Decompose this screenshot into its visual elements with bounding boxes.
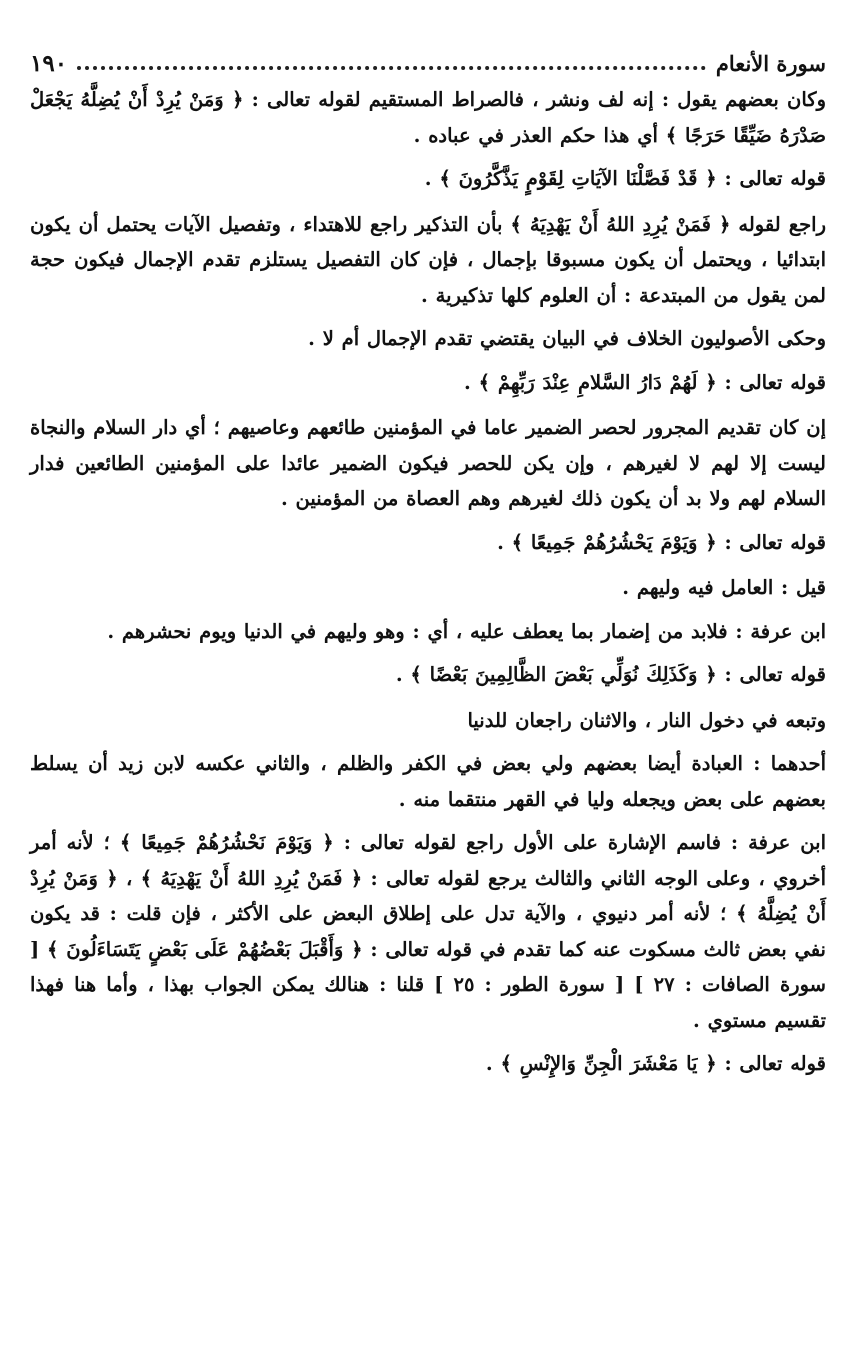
paragraph: راجع لقوله ﴿ فَمَنْ يُرِدِ اللهُ أَنْ يَهْدِيَهُ ﴾ بأن التذكير راجع للاهتداء ، وتفصيل الآيات يحتمل أن يكون ابتدائيا ، ويحتمل أن يكون مسبوقا بإجمال ، فإن كان التفصيل يستلزم تقدم الإجمال فيكون حجة لمن يقول من المبتدعة : أن العلوم كلها تذكيرية . [30, 212, 826, 307]
verse-heading: قوله تعالى : ﴿ وَيَوْمَ يَحْشُرُهُمْ جَمِيعًا ﴾ . [497, 530, 826, 554]
paragraph: وتبعه في دخول النار ، والاثنان راجعان للدنيا [467, 708, 826, 732]
paragraph: إن كان تقديم المجرور لحصر الضمير عاما في المؤمنين طائعهم وعاصيهم ؛ أي دار السلام والنجاة ليست إلا لهم لا لغيرهم ، وإن يكن للحصر فيكون الضمير عائدا على المؤمنين الطائعين فدار السلام لهم ولا بد أن يكون ذلك لغيرهم وهم العصاة من المؤمنين . [30, 416, 826, 510]
verse-heading: قوله تعالى : ﴿ قَدْ فَصَّلْنَا الآيَاتِ لِقَوْمٍ يَذَّكَّرُونَ ﴾ . [424, 167, 826, 190]
paragraph: ابن عرفة : فلابد من إضمار بما يعطف عليه ، أي : وهو وليهم في الدنيا ويوم نحشرهم . [107, 619, 826, 643]
page-header [30, 46, 826, 80]
verse-heading: قوله تعالى : ﴿ يَا مَعْشَرَ الْجِنِّ وَالإِنْسِ ﴾ . [485, 1052, 826, 1075]
paragraph: وحكى الأصوليون الخلاف في البيان يقتضي تقدم الإجمال أم لا . [308, 327, 826, 350]
surah-title: سورة الأنعام [715, 50, 826, 76]
page [30, 46, 826, 1092]
page-number: ١٩٠ [30, 49, 68, 77]
header-dotted-rule [77, 56, 706, 70]
paragraph: قيل : العامل فيه وليهم . [622, 576, 826, 599]
paragraph: وكان بعضهم يقول : إنه لف ونشر ، فالصراط المستقيم لقوله تعالى : ﴿ وَمَنْ يُرِدْ أَنْ يُضِلَّهُ يَجْعَلْ صَدْرَهُ ضَيِّقًا حَرَجًا ﴾ أي هذا حكم العذر في عباده . [30, 88, 826, 147]
verse-heading: قوله تعالى : ﴿ وَكَذَلِكَ نُوَلِّي بَعْضَ الظَّالِمِينَ بَعْضًا ﴾ . [395, 663, 826, 686]
paragraph: ابن عرفة : فاسم الإشارة على الأول راجع لقوله تعالى : ﴿ وَيَوْمَ نَحْشُرُهُمْ جَمِيعًا ﴾ ؛ لأنه أمر أخروي ، وعلى الوجه الثاني والثالث يرجع لقوله تعالى : ﴿ فَمَنْ يُرِدِ اللهُ أَنْ يَهْدِيَهُ ﴾ ، ﴿ وَمَنْ يُرِدْ أَنْ يُضِلَّهُ ﴾ ؛ لأنه أمر دنيوي ، والآية تدل على إطلاق البعض على الأكثر ، فإن قلت : قد يكون نفي بعض ثالث مسكوت عنه كما تقدم في قوله تعالى : ﴿ وَأَقْبَلَ بَعْضُهُمْ عَلَى بَعْضٍ يَتَسَاءَلُونَ ﴾ [ سورة الصافات : ٢٧ ] [ سورة الطور : ٢٥ ] قلنا : هنالك يمكن الجواب بهذا ، وأما هنا فهذا تقسيم مستوي . [30, 831, 826, 1032]
paragraph: أحدهما : العبادة أيضا بعضهم ولي بعض في الكفر والظلم ، والثاني عكسه لابن زيد أن يسلط بعضهم على بعض ويجعله وليا في القهر منتقما منه . [30, 752, 826, 811]
verse-heading: قوله تعالى : ﴿ لَهُمْ دَارُ السَّلامِ عِنْدَ رَبِّهِمْ ﴾ . [464, 370, 826, 394]
